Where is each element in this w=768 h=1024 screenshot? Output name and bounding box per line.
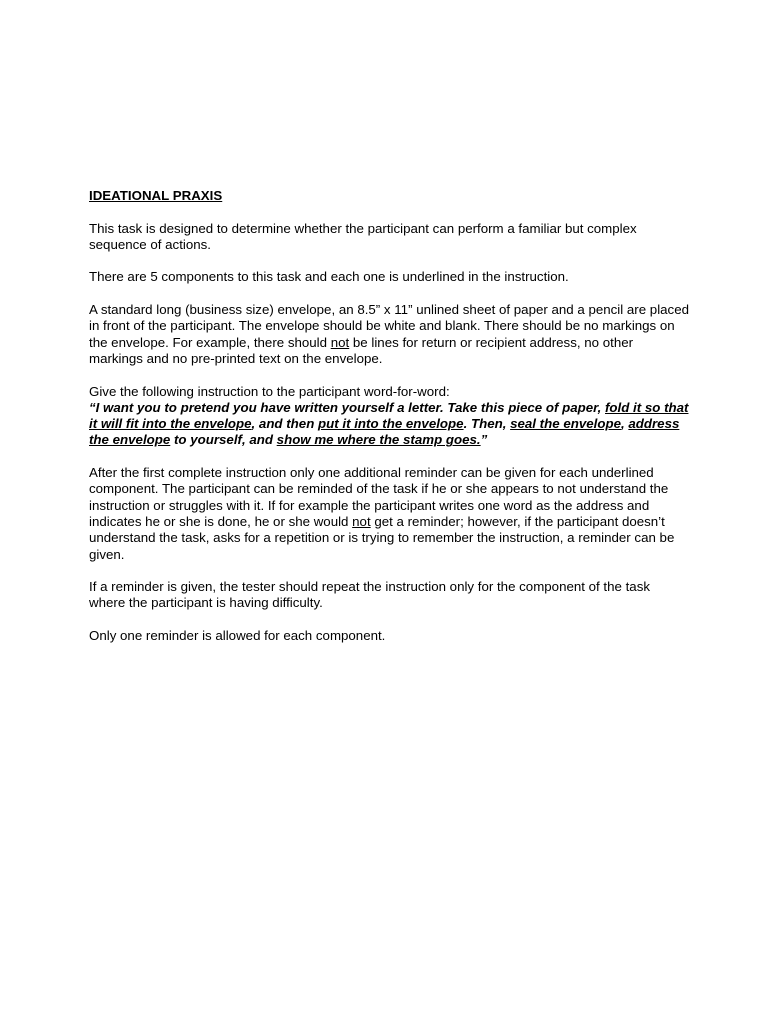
reminder-text-2: get a reminder; however, if the participant doesn’t understand the task, asks for a repetition or is trying to remember the instruction, a reminder can be given. [89, 513, 675, 562]
component-fold: fold it so that it will fit into the envelope [89, 399, 689, 432]
instruction-text-1: “I want you to pretend you have written yourself a letter. Take this piece of paper, [89, 399, 605, 415]
component-seal: seal the envelope [510, 416, 621, 432]
instruction-block [89, 384, 689, 449]
setup-text-2: be lines for return or recipient address, no other markings and no pre-printed text on the envelope. [89, 334, 634, 366]
components-paragraph: There are 5 components to this task and each one is underlined in the instruction. [89, 269, 569, 285]
instruction-quote [89, 400, 688, 448]
instruction-text-5: to yourself, and [170, 432, 277, 448]
component-stamp: show me where the stamp goes. [276, 432, 481, 448]
reminder-limit-paragraph: Only one reminder is allowed for each component. [89, 628, 386, 644]
instruction-text-6: ” [480, 432, 488, 448]
component-address: address the envelope [89, 416, 680, 448]
reminder-rule-paragraph [89, 465, 689, 563]
document-page [89, 188, 689, 661]
instruction-text-4: , [620, 416, 629, 432]
setup-text-1: A standard long (business size) envelope, an 8.5” x 11” unlined sheet of paper and a pencil are placed in front of the participant. The envelope should be white and blank. There should be no markings on the envelope. For example, there should [89, 302, 689, 350]
reminder-emphasis-not: not [352, 513, 371, 529]
instruction-text-3: . Then, [463, 416, 511, 432]
reminder-text-1: After the first complete instruction only one additional reminder can be given for each underlined component. The participant can be reminded of the task if he or she appears to not understand the instruction or struggles with it. If for example the participant writes one word as the address and indicates he or she is done, he or she would [89, 465, 669, 529]
intro-paragraph: This task is designed to determine whether the participant can perform a familiar but complex sequence of actions. [89, 220, 637, 252]
instruction-lead: Give the following instruction to the participant word-for-word: [89, 383, 450, 399]
instruction-text-2: , and then [251, 416, 319, 432]
setup-paragraph [89, 302, 689, 367]
reminder-repeat-paragraph: If a reminder is given, the tester should repeat the instruction only for the component of the task where the participant is having difficulty. [89, 579, 650, 611]
page-heading: IDEATIONAL PRAXIS [89, 188, 223, 203]
setup-emphasis-not: not [330, 334, 350, 350]
component-insert: put it into the envelope [318, 416, 464, 432]
